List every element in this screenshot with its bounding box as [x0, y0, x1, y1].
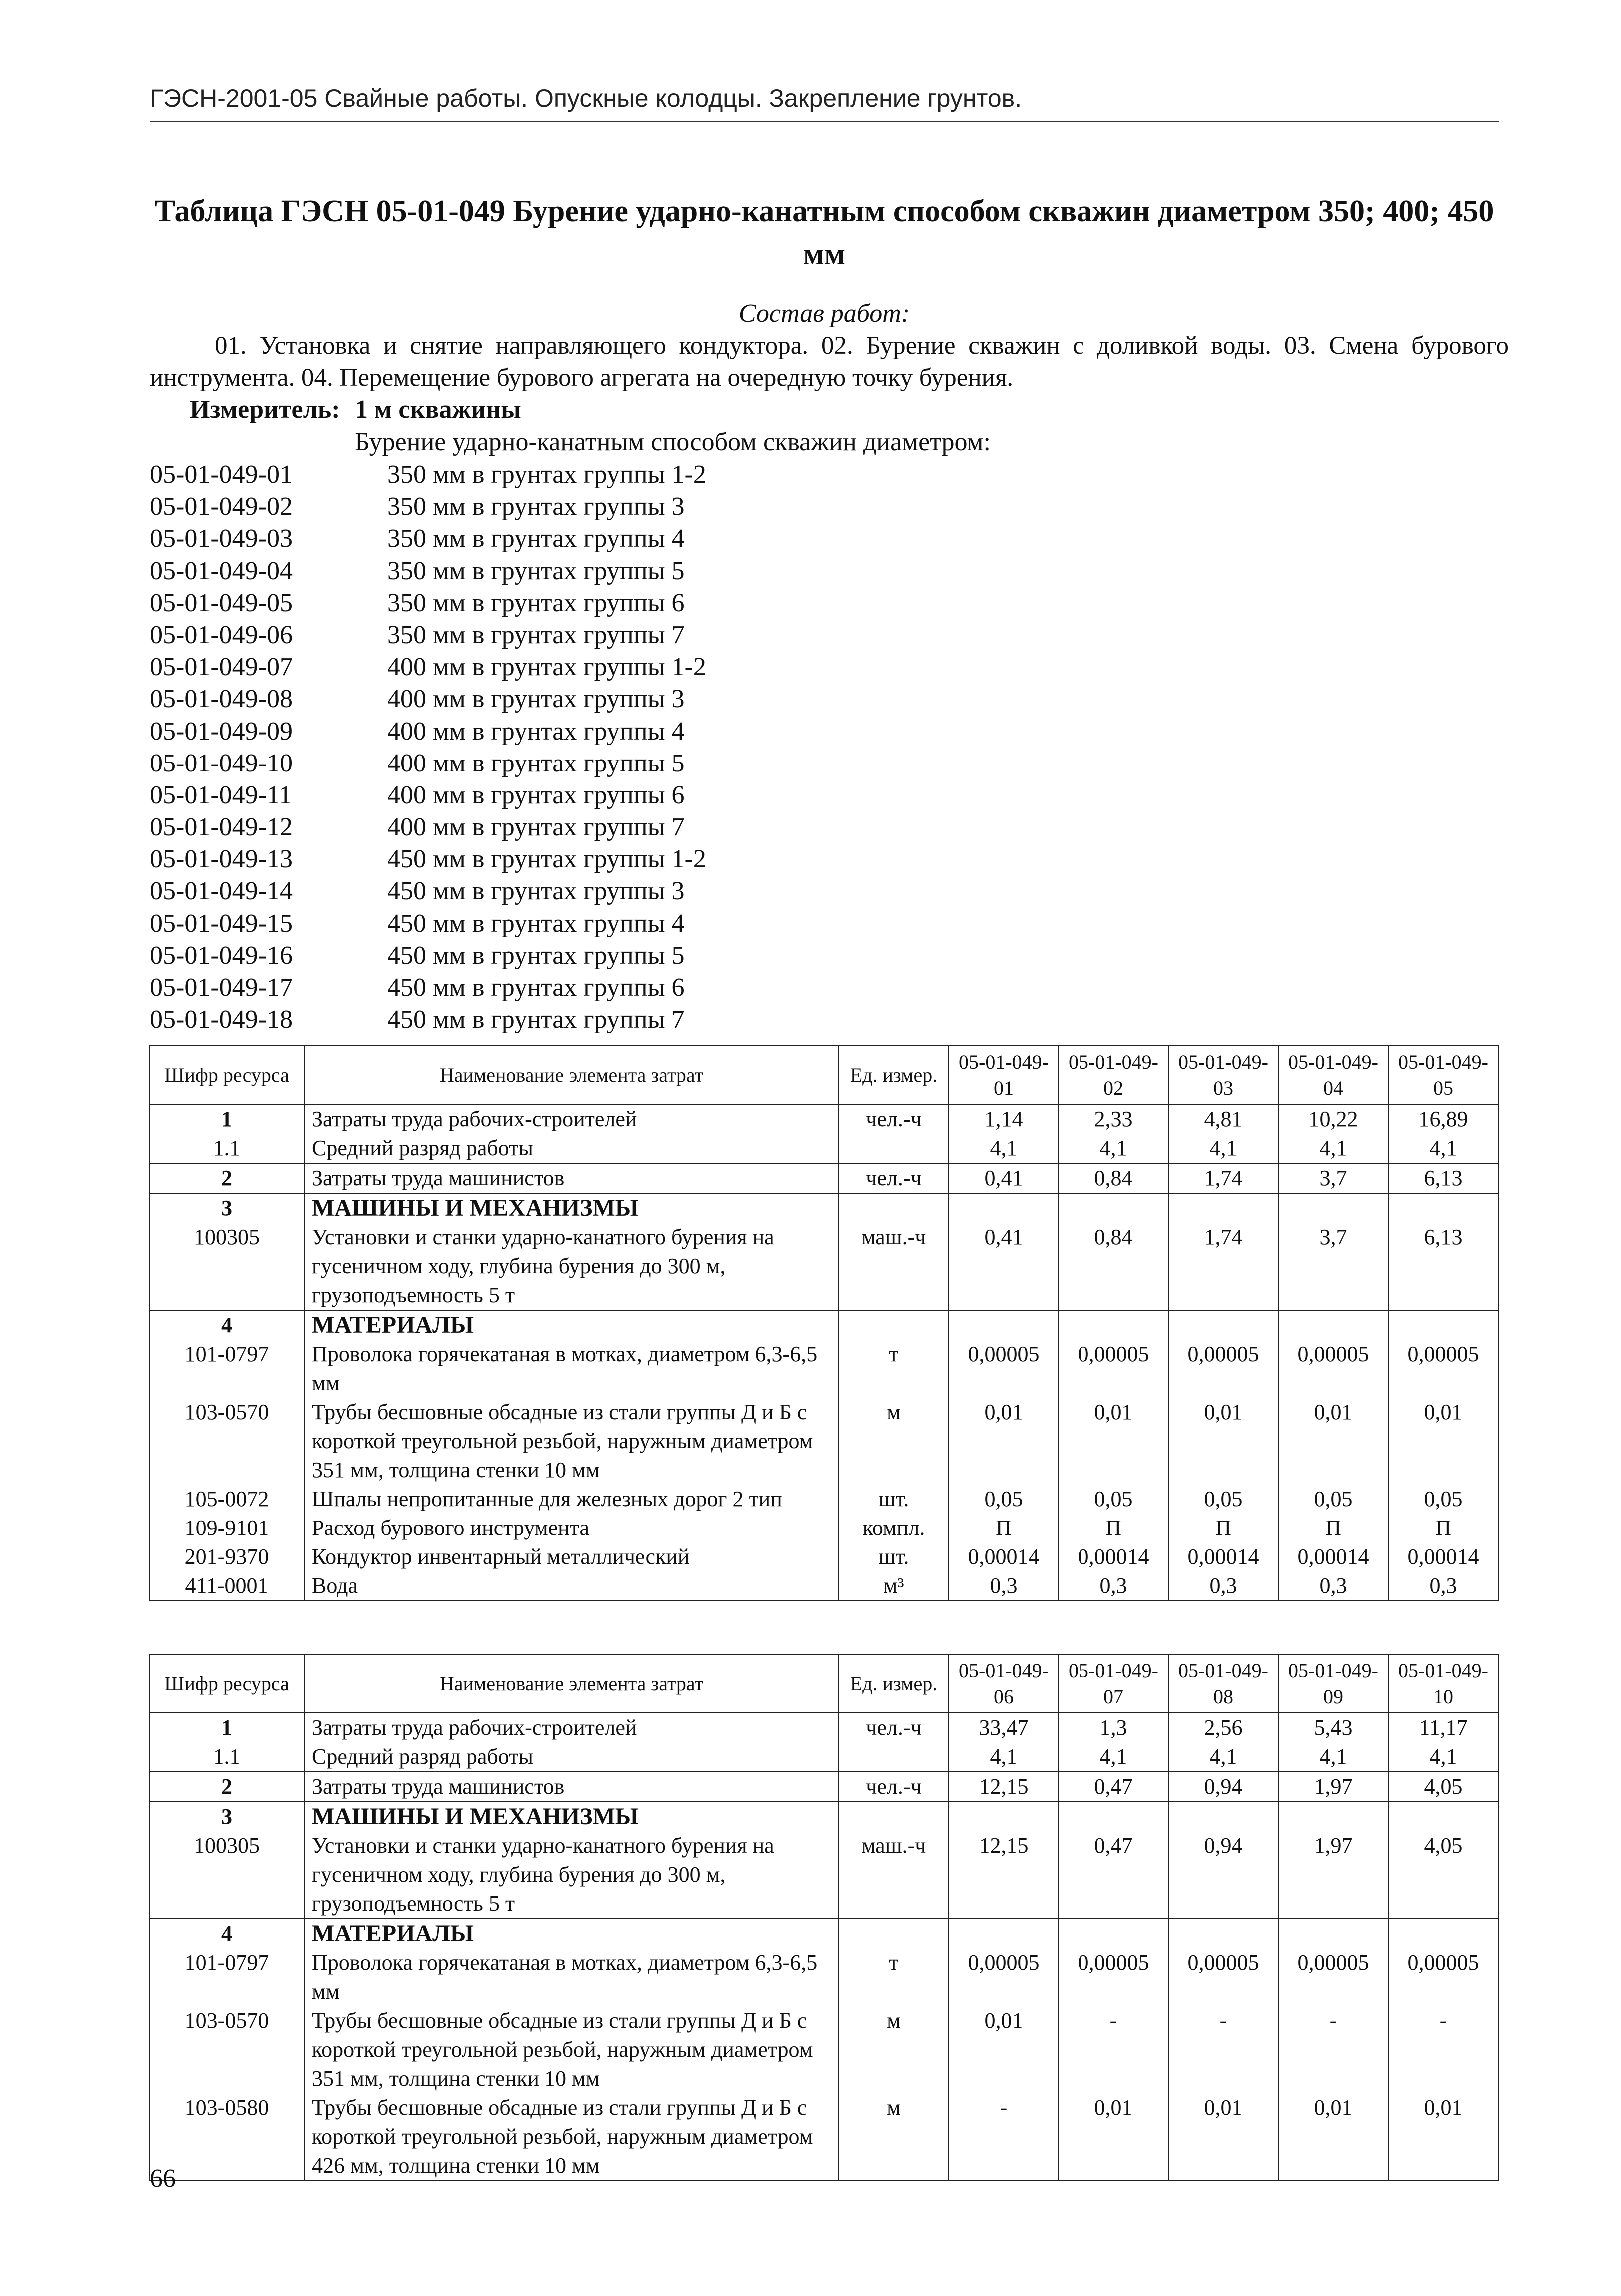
code-list-item: [150, 651, 706, 683]
resource-code: 100305: [149, 1223, 304, 1310]
resource-value: 1,97: [1278, 1831, 1388, 1919]
resource-unit: компл.: [839, 1514, 949, 1542]
table-group-row: [149, 1310, 1498, 1340]
empty-cell: [839, 1310, 949, 1340]
empty-cell: [839, 1193, 949, 1223]
resource-value: 0,00014: [1278, 1542, 1388, 1571]
table-row: [149, 1163, 1498, 1193]
running-header: ГЭСН-2001-05 Свайные работы. Опускные колодцы. Закрепление грунтов.: [150, 84, 1022, 112]
code-description: 400 мм в грунтах группы 3: [387, 685, 685, 714]
resource-value: 0,00005: [1278, 1340, 1388, 1398]
empty-cell: [839, 1919, 949, 1948]
resource-name: Затраты труда рабочих-строителей: [304, 1713, 839, 1742]
resource-name: Трубы бесшовные обсадные из стали группы Д и Б с короткой треугольной резьбой, наружным диаметром 426 мм, толщина стенки 10 мм: [304, 2093, 839, 2181]
resource-unit: м: [839, 1398, 949, 1485]
code-list-item: [150, 523, 706, 555]
drilling-intro: Бурение ударно-канатным способом скважин диаметром:: [355, 428, 991, 456]
code-description: 450 мм в грунтах группы 6: [387, 973, 685, 1002]
code-list: [150, 459, 706, 1036]
resource-value: 0,47: [1059, 1772, 1168, 1802]
resource-name: Вода: [304, 1571, 839, 1601]
resource-value: 0,84: [1059, 1163, 1168, 1193]
resource-value: 0,00014: [1168, 1542, 1278, 1571]
resource-value: 0,00005: [1059, 1340, 1168, 1398]
resource-value: 0,05: [1388, 1485, 1498, 1514]
resource-value: -: [949, 2093, 1059, 2181]
header-column: 05-01-049-06: [949, 1654, 1059, 1713]
table-row: [149, 1134, 1498, 1163]
resource-value: 4,1: [1059, 1134, 1168, 1163]
resource-name: Проволока горячекатаная в мотках, диаметром 6,3-6,5 мм: [304, 1340, 839, 1398]
code-number: 05-01-049-08: [150, 685, 293, 714]
resource-value: 2,56: [1168, 1713, 1278, 1742]
resource-value: 4,05: [1388, 1831, 1498, 1919]
table-row: [149, 1514, 1498, 1542]
header-unit: Ед. измер.: [839, 1654, 949, 1713]
code-description: 450 мм в грунтах группы 5: [387, 941, 685, 970]
code-number: 05-01-049-09: [150, 717, 293, 746]
code-description: 450 мм в грунтах группы 4: [387, 909, 685, 938]
code-description: 450 мм в грунтах группы 3: [387, 877, 685, 906]
resource-code: 100305: [149, 1831, 304, 1919]
group-code: 4: [149, 1310, 304, 1340]
table-title: Таблица ГЭСН 05-01-049 Бурение ударно-канатным способом скважин диаметром 350; 400; 450 мм: [154, 194, 1494, 271]
header-column: 05-01-049-07: [1059, 1654, 1168, 1713]
resource-unit: чел.-ч: [839, 1713, 949, 1742]
empty-cell: [949, 1310, 1059, 1340]
resource-value: 0,00005: [949, 1340, 1059, 1398]
resource-code: 103-0570: [149, 1398, 304, 1485]
code-list-item: [150, 619, 706, 651]
header-resource: Шифр ресурса: [149, 1654, 304, 1713]
group-code: 3: [149, 1802, 304, 1831]
group-code: 4: [149, 1919, 304, 1948]
empty-cell: [1168, 1919, 1278, 1948]
code-number: 05-01-049-16: [150, 941, 293, 970]
resource-value: 6,13: [1388, 1163, 1498, 1193]
resource-value: 4,1: [1168, 1742, 1278, 1772]
resource-name: Средний разряд работы: [304, 1134, 839, 1163]
resource-value: 10,22: [1278, 1104, 1388, 1134]
resource-value: П: [949, 1514, 1059, 1542]
resource-value: 0,01: [1278, 2093, 1388, 2181]
resource-value: 3,7: [1278, 1163, 1388, 1193]
header-column: 05-01-049-08: [1168, 1654, 1278, 1713]
resource-value: 16,89: [1388, 1104, 1498, 1134]
empty-cell: [1059, 1193, 1168, 1223]
resource-unit: [839, 1134, 949, 1163]
code-list-item: [150, 459, 706, 491]
header-column: 05-01-049-05: [1388, 1046, 1498, 1104]
code-description: 350 мм в грунтах группы 7: [387, 620, 685, 649]
table-row: [149, 1831, 1498, 1919]
code-list-item: [150, 843, 706, 875]
work-composition-heading: Состав работ:: [738, 299, 910, 328]
resource-value: П: [1388, 1514, 1498, 1542]
resource-code: 1.1: [149, 1134, 304, 1163]
resource-value: 0,47: [1059, 1831, 1168, 1919]
code-number: 05-01-049-06: [150, 620, 293, 649]
empty-cell: [1278, 1919, 1388, 1948]
resource-value: 0,01: [1278, 1398, 1388, 1485]
resource-value: 0,05: [1278, 1485, 1388, 1514]
code-description: 350 мм в грунтах группы 5: [387, 556, 685, 585]
resource-name: Установки и станки ударно-канатного бурения на гусеничном ходу, глубина бурения до 300 м, грузоподъемность 5 т: [304, 1831, 839, 1919]
resource-value: 4,1: [1388, 1742, 1498, 1772]
empty-cell: [1388, 1193, 1498, 1223]
code-number: 05-01-049-05: [150, 588, 293, 617]
resource-value: -: [1278, 2006, 1388, 2093]
resource-unit: чел.-ч: [839, 1772, 949, 1802]
resource-code: 1: [149, 1104, 304, 1134]
resource-name: Средний разряд работы: [304, 1742, 839, 1772]
resource-value: 0,00005: [1388, 1340, 1498, 1398]
code-list-item: [150, 587, 706, 619]
resource-value: 6,13: [1388, 1223, 1498, 1310]
resource-value: 0,05: [1059, 1485, 1168, 1514]
resource-value: 0,00005: [1168, 1340, 1278, 1398]
resource-value: 1,14: [949, 1104, 1059, 1134]
empty-cell: [1388, 1310, 1498, 1340]
group-name: МАТЕРИАЛЫ: [304, 1310, 839, 1340]
resource-value: 4,1: [949, 1742, 1059, 1772]
code-number: 05-01-049-15: [150, 909, 293, 938]
page-number: 66: [150, 2164, 176, 2193]
resource-value: -: [1388, 2006, 1498, 2093]
code-number: 05-01-049-17: [150, 973, 293, 1002]
header-column: 05-01-049-01: [949, 1046, 1059, 1104]
code-description: 350 мм в грунтах группы 3: [387, 492, 685, 521]
resource-value: 0,01: [1168, 1398, 1278, 1485]
code-number: 05-01-049-18: [150, 1005, 293, 1034]
resource-value: 0,00005: [1059, 1948, 1168, 2006]
resource-value: 0,01: [949, 2006, 1059, 2093]
resource-code: 411-0001: [149, 1571, 304, 1601]
resource-value: 4,1: [1059, 1742, 1168, 1772]
resource-name: Трубы бесшовные обсадные из стали группы Д и Б с короткой треугольной резьбой, наружным диаметром 351 мм, толщина стенки 10 мм: [304, 1398, 839, 1485]
header-name: Наименование элемента затрат: [304, 1046, 839, 1104]
code-list-item: [150, 875, 706, 907]
empty-cell: [1059, 1310, 1168, 1340]
resource-value: 1,74: [1168, 1163, 1278, 1193]
resource-value: 4,1: [949, 1134, 1059, 1163]
resource-code: 1: [149, 1713, 304, 1742]
resource-unit: шт.: [839, 1485, 949, 1514]
resource-value: 12,15: [949, 1772, 1059, 1802]
resource-unit: [839, 1742, 949, 1772]
resource-code: 103-0570: [149, 2006, 304, 2093]
header-column: 05-01-049-10: [1388, 1654, 1498, 1713]
empty-cell: [949, 1802, 1059, 1831]
resource-value: 0,3: [1278, 1571, 1388, 1601]
resource-value: 4,05: [1388, 1772, 1498, 1802]
code-number: 05-01-049-04: [150, 556, 293, 585]
header-unit: Ед. измер.: [839, 1046, 949, 1104]
table-row: [149, 1398, 1498, 1485]
code-description: 450 мм в грунтах группы 7: [387, 1005, 685, 1034]
resource-name: Шпалы непропитанные для железных дорог 2 тип: [304, 1485, 839, 1514]
resource-value: 0,00014: [949, 1542, 1059, 1571]
resource-code: 201-9370: [149, 1542, 304, 1571]
code-number: 05-01-049-12: [150, 813, 293, 842]
resource-name: Проволока горячекатаная в мотках, диаметром 6,3-6,5 мм: [304, 1948, 839, 2006]
resource-value: 0,94: [1168, 1831, 1278, 1919]
resource-unit: м³: [839, 1571, 949, 1601]
code-number: 05-01-049-11: [150, 780, 292, 809]
resource-code: 2: [149, 1163, 304, 1193]
empty-cell: [1278, 1193, 1388, 1223]
empty-cell: [1168, 1193, 1278, 1223]
resource-value: 4,1: [1278, 1134, 1388, 1163]
resource-value: П: [1168, 1514, 1278, 1542]
resource-table-2: [149, 1654, 1499, 2181]
table-row: [149, 1542, 1498, 1571]
code-list-item: [150, 491, 706, 523]
empty-cell: [1059, 1919, 1168, 1948]
resource-unit: шт.: [839, 1542, 949, 1571]
resource-value: 2,33: [1059, 1104, 1168, 1134]
resource-value: 0,00014: [1388, 1542, 1498, 1571]
code-list-item: [150, 940, 706, 972]
resource-value: 4,81: [1168, 1104, 1278, 1134]
resource-unit: маш.-ч: [839, 1223, 949, 1310]
resource-value: 0,00005: [1168, 1948, 1278, 2006]
resource-value: 4,1: [1168, 1134, 1278, 1163]
resource-value: 0,3: [949, 1571, 1059, 1601]
header-name: Наименование элемента затрат: [304, 1654, 839, 1713]
resource-value: 1,97: [1278, 1772, 1388, 1802]
code-list-item: [150, 1004, 706, 1036]
table-row: [149, 1485, 1498, 1514]
resource-unit: т: [839, 1340, 949, 1398]
resource-value: 1,74: [1168, 1223, 1278, 1310]
resource-code: 103-0580: [149, 2093, 304, 2181]
measure-label: Измеритель:: [190, 395, 340, 424]
header-column: 05-01-049-03: [1168, 1046, 1278, 1104]
resource-name: Кондуктор инвентарный металлический: [304, 1542, 839, 1571]
code-description: 400 мм в грунтах группы 6: [387, 780, 685, 809]
header-resource: Шифр ресурса: [149, 1046, 304, 1104]
code-number: 05-01-049-02: [150, 492, 293, 521]
table-header-row: [149, 1654, 1498, 1713]
header-column: 05-01-049-09: [1278, 1654, 1388, 1713]
resource-value: 12,15: [949, 1831, 1059, 1919]
empty-cell: [1278, 1802, 1388, 1831]
resource-code: 101-0797: [149, 1340, 304, 1398]
resource-value: 11,17: [1388, 1713, 1498, 1742]
resource-value: 0,3: [1388, 1571, 1498, 1601]
resource-value: 5,43: [1278, 1713, 1388, 1742]
resource-value: 3,7: [1278, 1223, 1388, 1310]
resource-unit: т: [839, 1948, 949, 2006]
table-row: [149, 1742, 1498, 1772]
resource-value: 0,3: [1059, 1571, 1168, 1601]
resource-name: Установки и станки ударно-канатного бурения на гусеничном ходу, глубина бурения до 300 м, грузоподъемность 5 т: [304, 1223, 839, 1310]
resource-value: 1,3: [1059, 1713, 1168, 1742]
code-number: 05-01-049-03: [150, 524, 293, 553]
table-row: [149, 2006, 1498, 2093]
resource-value: 0,01: [1059, 2093, 1168, 2181]
empty-cell: [1168, 1802, 1278, 1831]
code-list-item: [150, 908, 706, 940]
code-description: 400 мм в грунтах группы 1-2: [387, 653, 706, 682]
resource-unit: чел.-ч: [839, 1104, 949, 1134]
code-number: 05-01-049-13: [150, 845, 293, 874]
measure-line: [190, 395, 521, 424]
table-row: [149, 2093, 1498, 2181]
resource-value: 0,05: [949, 1485, 1059, 1514]
table-row: [149, 1772, 1498, 1802]
table-row: [149, 1713, 1498, 1742]
code-description: 400 мм в грунтах группы 4: [387, 717, 685, 746]
resource-value: 0,41: [949, 1223, 1059, 1310]
group-name: МАШИНЫ И МЕХАНИЗМЫ: [304, 1193, 839, 1223]
group-code: 3: [149, 1193, 304, 1223]
code-number: 05-01-049-10: [150, 749, 293, 777]
resource-value: 4,1: [1278, 1742, 1388, 1772]
table-group-row: [149, 1193, 1498, 1223]
resource-code: 101-0797: [149, 1948, 304, 2006]
resource-name: Затраты труда машинистов: [304, 1772, 839, 1802]
table-group-row: [149, 1802, 1498, 1831]
group-name: МАШИНЫ И МЕХАНИЗМЫ: [304, 1802, 839, 1831]
table-row: [149, 1104, 1498, 1134]
resource-value: 4,1: [1388, 1134, 1498, 1163]
resource-unit: маш.-ч: [839, 1831, 949, 1919]
code-description: 350 мм в грунтах группы 4: [387, 524, 685, 553]
empty-cell: [949, 1919, 1059, 1948]
resource-unit: чел.-ч: [839, 1163, 949, 1193]
code-list-item: [150, 972, 706, 1004]
resource-value: 0,41: [949, 1163, 1059, 1193]
resource-code: 1.1: [149, 1742, 304, 1772]
code-number: 05-01-049-01: [150, 460, 293, 489]
resource-name: Расход бурового инструмента: [304, 1514, 839, 1542]
work-composition-text: 01. Установка и снятие направляющего кондуктора. 02. Бурение скважин с доливкой воды. 03. Смена бурового инструмента. 04. Перемещение бурового агрегата на очередную точку бурения.: [150, 332, 1509, 392]
resource-value: П: [1059, 1514, 1168, 1542]
resource-value: -: [1059, 2006, 1168, 2093]
empty-cell: [949, 1193, 1059, 1223]
table-row: [149, 1571, 1498, 1601]
empty-cell: [839, 1802, 949, 1831]
empty-cell: [1388, 1802, 1498, 1831]
code-list-item: [150, 683, 706, 715]
code-description: 350 мм в грунтах группы 1-2: [387, 460, 706, 489]
header-column: 05-01-049-02: [1059, 1046, 1168, 1104]
resource-code: 2: [149, 1772, 304, 1802]
code-number: 05-01-049-07: [150, 653, 293, 682]
resource-name: Затраты труда машинистов: [304, 1163, 839, 1193]
resource-value: 0,00005: [1388, 1948, 1498, 2006]
code-list-item: [150, 811, 706, 843]
resource-value: 0,01: [1168, 2093, 1278, 2181]
resource-unit: м: [839, 2093, 949, 2181]
empty-cell: [1059, 1802, 1168, 1831]
resource-value: П: [1278, 1514, 1388, 1542]
table-row: [149, 1223, 1498, 1310]
code-list-item: [150, 555, 706, 587]
code-description: 400 мм в грунтах группы 7: [387, 813, 685, 842]
resource-table-1: [149, 1045, 1499, 1601]
resource-value: 0,01: [949, 1398, 1059, 1485]
code-description: 450 мм в грунтах группы 1-2: [387, 845, 706, 874]
table-header-row: [149, 1046, 1498, 1104]
measure-value: 1 м скважины: [355, 395, 521, 424]
code-list-item: [150, 748, 706, 779]
resource-value: 0,00005: [1278, 1948, 1388, 2006]
code-list-item: [150, 779, 706, 811]
table-group-row: [149, 1919, 1498, 1948]
resource-value: 0,01: [1388, 1398, 1498, 1485]
resource-name: Трубы бесшовные обсадные из стали группы Д и Б с короткой треугольной резьбой, наружным диаметром 351 мм, толщина стенки 10 мм: [304, 2006, 839, 2093]
resource-code: 105-0072: [149, 1485, 304, 1514]
resource-value: 0,94: [1168, 1772, 1278, 1802]
empty-cell: [1278, 1310, 1388, 1340]
code-description: 350 мм в грунтах группы 6: [387, 588, 685, 617]
resource-value: 33,47: [949, 1713, 1059, 1742]
resource-value: 0,05: [1168, 1485, 1278, 1514]
resource-value: 0,00005: [949, 1948, 1059, 2006]
table-row: [149, 1340, 1498, 1398]
resource-value: 0,01: [1059, 1398, 1168, 1485]
code-number: 05-01-049-14: [150, 877, 293, 906]
resource-value: 0,01: [1388, 2093, 1498, 2181]
empty-cell: [1168, 1310, 1278, 1340]
group-name: МАТЕРИАЛЫ: [304, 1919, 839, 1948]
resource-value: 0,3: [1168, 1571, 1278, 1601]
resource-value: 0,00014: [1059, 1542, 1168, 1571]
resource-unit: м: [839, 2006, 949, 2093]
code-list-item: [150, 716, 706, 748]
resource-name: Затраты труда рабочих-строителей: [304, 1104, 839, 1134]
table-row: [149, 1948, 1498, 2006]
resource-value: 0,84: [1059, 1223, 1168, 1310]
code-description: 400 мм в грунтах группы 5: [387, 749, 685, 777]
header-rule: [150, 121, 1499, 122]
empty-cell: [1388, 1919, 1498, 1948]
resource-value: -: [1168, 2006, 1278, 2093]
resource-code: 109-9101: [149, 1514, 304, 1542]
header-column: 05-01-049-04: [1278, 1046, 1388, 1104]
